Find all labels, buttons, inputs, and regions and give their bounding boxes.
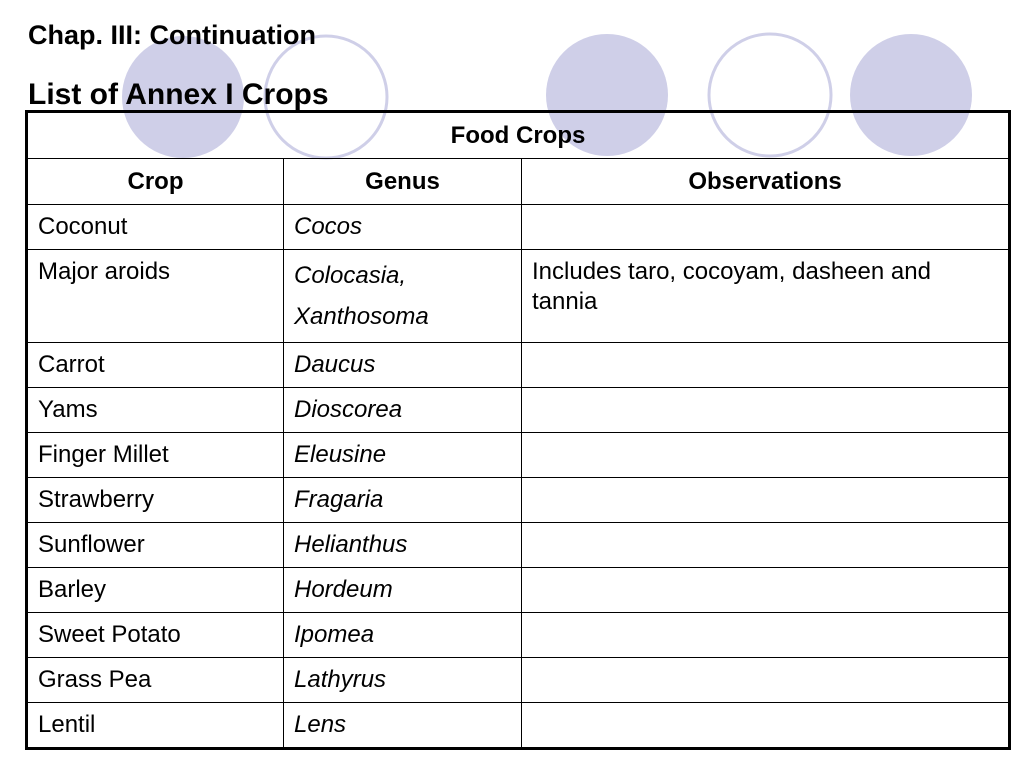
crop-cell: Sweet Potato — [27, 613, 284, 658]
table-row — [27, 703, 1010, 749]
genus-line: Xanthosoma — [294, 303, 429, 330]
page-title: List of Annex I Crops — [28, 78, 329, 111]
table-row — [27, 523, 1010, 568]
genus-cell: Dioscorea — [284, 388, 522, 433]
table-group-header-row — [27, 112, 1010, 159]
observations-cell — [522, 343, 1010, 388]
observations-cell — [522, 205, 1010, 250]
crop-cell: Coconut — [27, 205, 284, 250]
observations-cell — [522, 478, 1010, 523]
observations-cell — [522, 388, 1010, 433]
observations-cell — [522, 523, 1010, 568]
crop-cell: Sunflower — [27, 523, 284, 568]
observations-cell: Includes taro, cocoyam, dasheen and tannia — [522, 250, 1010, 343]
genus-cell: Hordeum — [284, 568, 522, 613]
genus-cell: Helianthus — [284, 523, 522, 568]
table-row — [27, 250, 1010, 343]
table-row — [27, 388, 1010, 433]
table-row — [27, 568, 1010, 613]
observations-cell — [522, 703, 1010, 749]
observations-cell — [522, 568, 1010, 613]
crop-cell: Carrot — [27, 343, 284, 388]
group-header-food-crops: Food Crops — [27, 112, 1010, 159]
genus-cell — [284, 250, 522, 343]
table-row — [27, 433, 1010, 478]
table-row — [27, 343, 1010, 388]
crops-table — [25, 110, 1011, 750]
chapter-title: Chap. III: Continuation — [28, 20, 316, 50]
genus-cell: Eleusine — [284, 433, 522, 478]
table-column-header-row — [27, 159, 1010, 205]
crop-cell: Yams — [27, 388, 284, 433]
genus-cell: Cocos — [284, 205, 522, 250]
observations-cell — [522, 613, 1010, 658]
crop-cell: Major aroids — [27, 250, 284, 343]
crop-cell: Strawberry — [27, 478, 284, 523]
column-header-observations: Observations — [522, 159, 1010, 205]
genus-cell: Ipomea — [284, 613, 522, 658]
genus-cell: Lathyrus — [284, 658, 522, 703]
crop-cell: Lentil — [27, 703, 284, 749]
crop-cell: Barley — [27, 568, 284, 613]
table-row — [27, 478, 1010, 523]
genus-line: Colocasia, — [294, 262, 407, 289]
genus-cell: Fragaria — [284, 478, 522, 523]
genus-cell: Lens — [284, 703, 522, 749]
crop-cell: Finger Millet — [27, 433, 284, 478]
crop-cell: Grass Pea — [27, 658, 284, 703]
genus-cell: Daucus — [284, 343, 522, 388]
observations-cell — [522, 658, 1010, 703]
table-row — [27, 613, 1010, 658]
table-row — [27, 658, 1010, 703]
column-header-genus: Genus — [284, 159, 522, 205]
column-header-crop: Crop — [27, 159, 284, 205]
table-row — [27, 205, 1010, 250]
observations-cell — [522, 433, 1010, 478]
